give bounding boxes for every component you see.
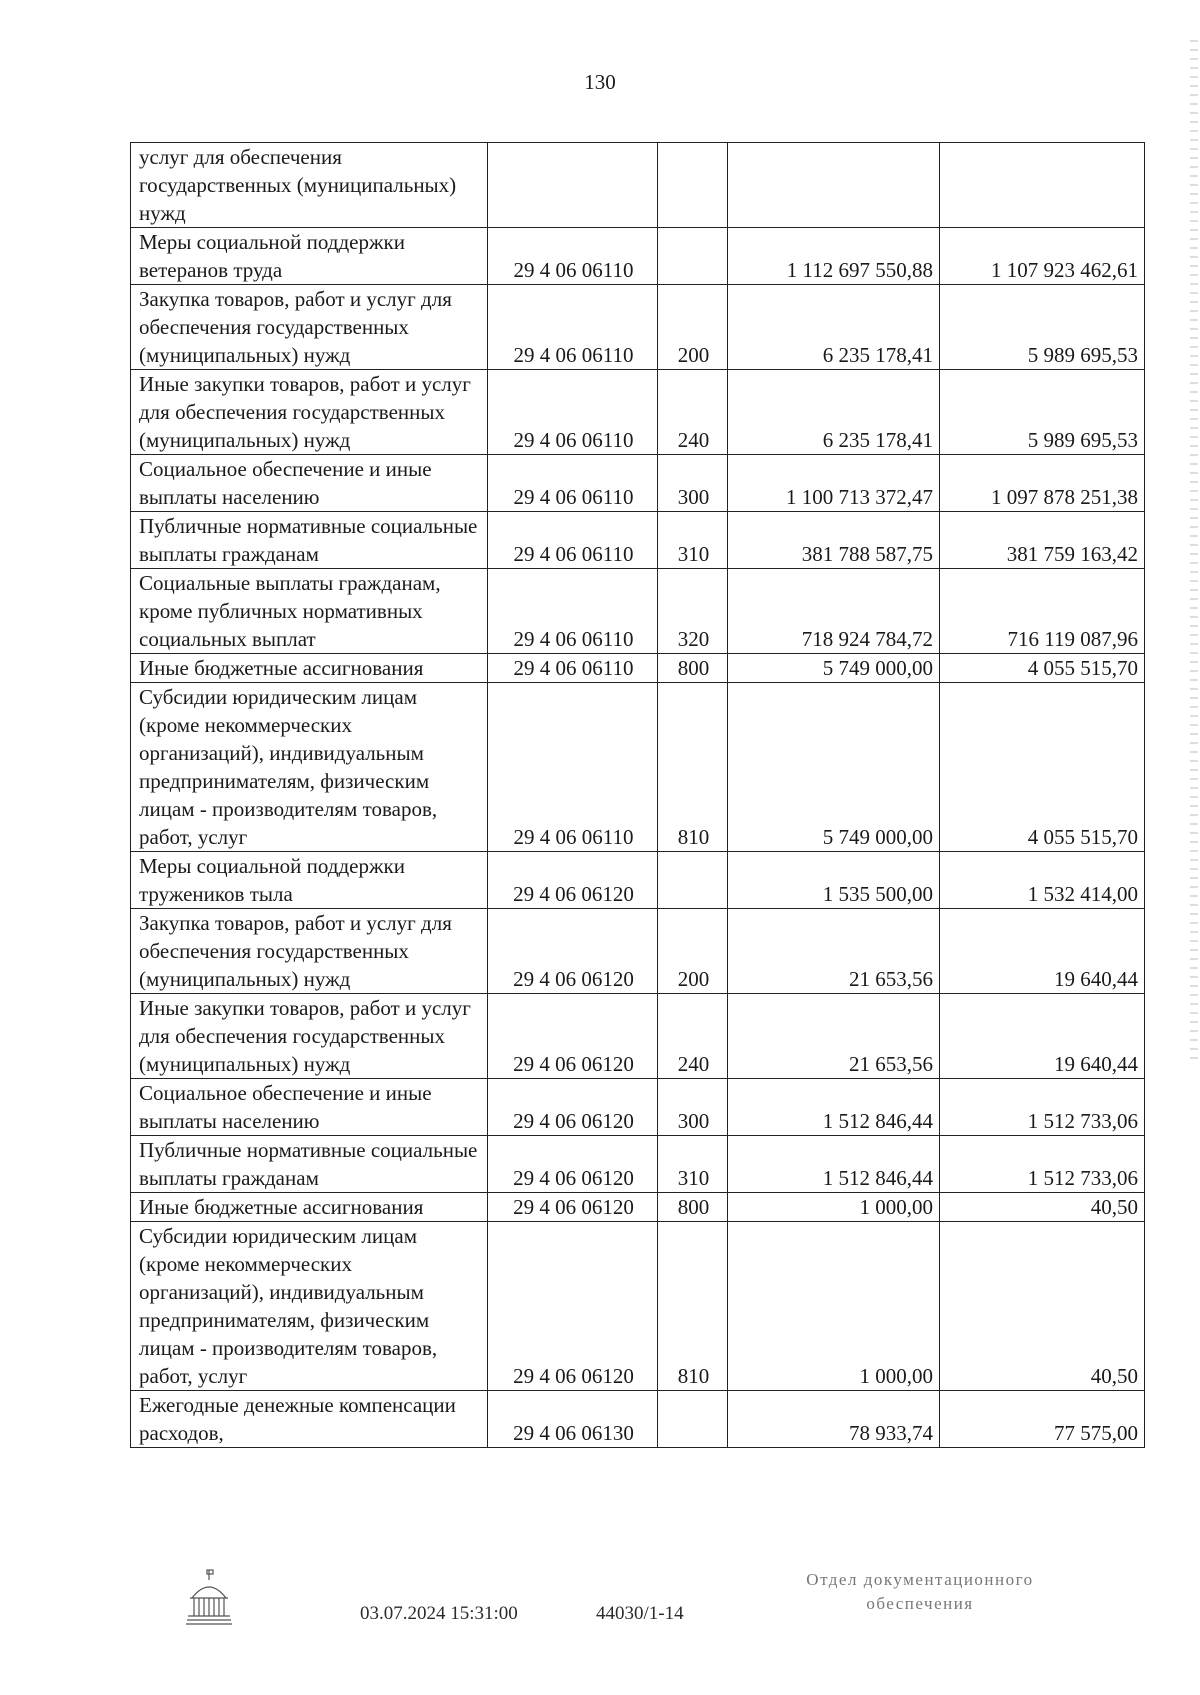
- row-code-cell: 29 4 06 06120: [488, 994, 658, 1079]
- row-plan-amount-cell: 1 100 713 372,47: [728, 455, 940, 512]
- row-plan-amount-cell: 6 235 178,41: [728, 370, 940, 455]
- row-expense-type-cell: 310: [658, 512, 728, 569]
- table-row: [131, 1222, 1145, 1391]
- table-row: [131, 370, 1145, 455]
- row-plan-amount-cell: 78 933,74: [728, 1391, 940, 1448]
- row-name-cell: Ежегодные денежные компенсации расходов,: [131, 1391, 488, 1448]
- footer-date: 03.07.2024 15:31:00: [360, 1603, 518, 1624]
- row-actual-amount-cell: 1 532 414,00: [940, 852, 1145, 909]
- row-actual-amount-cell: 1 097 878 251,38: [940, 455, 1145, 512]
- row-plan-amount-cell: 1 112 697 550,88: [728, 228, 940, 285]
- row-plan-amount-cell: 5 749 000,00: [728, 683, 940, 852]
- row-code-cell: 29 4 06 06110: [488, 512, 658, 569]
- row-code-cell: 29 4 06 06120: [488, 1222, 658, 1391]
- table-row: [131, 285, 1145, 370]
- row-expense-type-cell: 240: [658, 994, 728, 1079]
- table-row: [131, 512, 1145, 569]
- row-actual-amount-cell: 77 575,00: [940, 1391, 1145, 1448]
- row-plan-amount-cell: 1 535 500,00: [728, 852, 940, 909]
- row-expense-type-cell: 240: [658, 370, 728, 455]
- row-expense-type-cell: 800: [658, 1193, 728, 1222]
- row-name-cell: Меры социальной поддержки ветеранов труда: [131, 228, 488, 285]
- row-code-cell: 29 4 06 06120: [488, 1136, 658, 1193]
- duma-building-icon: [186, 1568, 232, 1628]
- row-plan-amount-cell: 21 653,56: [728, 909, 940, 994]
- row-plan-amount-cell: 1 512 846,44: [728, 1136, 940, 1193]
- row-code-cell: 29 4 06 06120: [488, 852, 658, 909]
- row-name-cell: Публичные нормативные социальные выплаты гражданам: [131, 512, 488, 569]
- row-expense-type-cell: [658, 852, 728, 909]
- row-code-cell: 29 4 06 06110: [488, 683, 658, 852]
- row-name-cell: Социальное обеспечение и иные выплаты населению: [131, 455, 488, 512]
- row-plan-amount-cell: 1 512 846,44: [728, 1079, 940, 1136]
- row-plan-amount-cell: 6 235 178,41: [728, 285, 940, 370]
- table-row: [131, 228, 1145, 285]
- row-expense-type-cell: 310: [658, 1136, 728, 1193]
- row-name-cell: Закупка товаров, работ и услуг для обеспечения государственных (муниципальных) нужд: [131, 285, 488, 370]
- row-actual-amount-cell: 5 989 695,53: [940, 370, 1145, 455]
- row-code-cell: 29 4 06 06110: [488, 370, 658, 455]
- table-row: [131, 1079, 1145, 1136]
- row-expense-type-cell: 810: [658, 683, 728, 852]
- row-name-cell: Социальные выплаты гражданам, кроме публичных нормативных социальных выплат: [131, 569, 488, 654]
- table-row: [131, 455, 1145, 512]
- row-plan-amount-cell: 718 924 784,72: [728, 569, 940, 654]
- department-stamp-line2: обеспечения: [866, 1594, 974, 1613]
- row-expense-type-cell: 810: [658, 1222, 728, 1391]
- row-name-cell: Публичные нормативные социальные выплаты гражданам: [131, 1136, 488, 1193]
- row-actual-amount-cell: 19 640,44: [940, 909, 1145, 994]
- row-actual-amount-cell: 716 119 087,96: [940, 569, 1145, 654]
- row-expense-type-cell: 200: [658, 285, 728, 370]
- row-actual-amount-cell: 1 107 923 462,61: [940, 228, 1145, 285]
- row-expense-type-cell: 200: [658, 909, 728, 994]
- row-expense-type-cell: 800: [658, 654, 728, 683]
- row-actual-amount-cell: 19 640,44: [940, 994, 1145, 1079]
- row-actual-amount-cell: 4 055 515,70: [940, 654, 1145, 683]
- row-actual-amount-cell: 40,50: [940, 1222, 1145, 1391]
- scan-edge-marks: [1190, 40, 1198, 1060]
- row-actual-amount-cell: 4 055 515,70: [940, 683, 1145, 852]
- row-plan-amount-cell: 5 749 000,00: [728, 654, 940, 683]
- department-stamp: [780, 1568, 1060, 1616]
- row-name-cell: Закупка товаров, работ и услуг для обеспечения государственных (муниципальных) нужд: [131, 909, 488, 994]
- department-stamp-line1: Отдел документационного: [806, 1570, 1034, 1589]
- page-number: 130: [584, 70, 616, 94]
- row-code-cell: 29 4 06 06110: [488, 228, 658, 285]
- table-row: [131, 909, 1145, 994]
- row-expense-type-cell: [658, 1391, 728, 1448]
- row-plan-amount-cell: 21 653,56: [728, 994, 940, 1079]
- table-row: [131, 1193, 1145, 1222]
- table-row: [131, 683, 1145, 852]
- row-plan-amount-cell: 381 788 587,75: [728, 512, 940, 569]
- row-actual-amount-cell: 1 512 733,06: [940, 1079, 1145, 1136]
- table-row: [131, 1136, 1145, 1193]
- row-expense-type-cell: 300: [658, 1079, 728, 1136]
- table-row: [131, 654, 1145, 683]
- budget-table: [130, 142, 1145, 1448]
- row-plan-amount-cell: [728, 143, 940, 228]
- row-actual-amount-cell: 5 989 695,53: [940, 285, 1145, 370]
- row-name-cell: Иные закупки товаров, работ и услуг для обеспечения государственных (муниципальных) нужд: [131, 994, 488, 1079]
- row-actual-amount-cell: 381 759 163,42: [940, 512, 1145, 569]
- row-actual-amount-cell: 1 512 733,06: [940, 1136, 1145, 1193]
- row-expense-type-cell: [658, 143, 728, 228]
- row-name-cell: Меры социальной поддержки тружеников тыла: [131, 852, 488, 909]
- row-code-cell: [488, 143, 658, 228]
- row-code-cell: 29 4 06 06110: [488, 455, 658, 512]
- table-row: [131, 852, 1145, 909]
- row-name-cell: Социальное обеспечение и иные выплаты населению: [131, 1079, 488, 1136]
- table-row: [131, 143, 1145, 228]
- footer-registration-number: 44030/1-14: [596, 1603, 684, 1624]
- table-row: [131, 569, 1145, 654]
- row-expense-type-cell: 300: [658, 455, 728, 512]
- row-code-cell: 29 4 06 06120: [488, 1193, 658, 1222]
- table-row: [131, 994, 1145, 1079]
- row-code-cell: 29 4 06 06130: [488, 1391, 658, 1448]
- row-plan-amount-cell: 1 000,00: [728, 1193, 940, 1222]
- row-code-cell: 29 4 06 06120: [488, 909, 658, 994]
- row-actual-amount-cell: 40,50: [940, 1193, 1145, 1222]
- row-code-cell: 29 4 06 06110: [488, 569, 658, 654]
- row-actual-amount-cell: [940, 143, 1145, 228]
- row-name-cell: услуг для обеспечения государственных (муниципальных) нужд: [131, 143, 488, 228]
- row-name-cell: Субсидии юридическим лицам (кроме некоммерческих организаций), индивидуальным предпринимателям, физическим лицам - производителям товаров, работ, услуг: [131, 1222, 488, 1391]
- row-code-cell: 29 4 06 06110: [488, 285, 658, 370]
- row-name-cell: Иные закупки товаров, работ и услуг для обеспечения государственных (муниципальных) нужд: [131, 370, 488, 455]
- budget-table-container: [130, 142, 1144, 1448]
- row-expense-type-cell: 320: [658, 569, 728, 654]
- row-plan-amount-cell: 1 000,00: [728, 1222, 940, 1391]
- row-name-cell: Иные бюджетные ассигнования: [131, 1193, 488, 1222]
- table-row: [131, 1391, 1145, 1448]
- row-name-cell: Субсидии юридическим лицам (кроме некоммерческих организаций), индивидуальным предпринимателям, физическим лицам - производителям товаров, работ, услуг: [131, 683, 488, 852]
- row-name-cell: Иные бюджетные ассигнования: [131, 654, 488, 683]
- row-code-cell: 29 4 06 06110: [488, 654, 658, 683]
- row-code-cell: 29 4 06 06120: [488, 1079, 658, 1136]
- row-expense-type-cell: [658, 228, 728, 285]
